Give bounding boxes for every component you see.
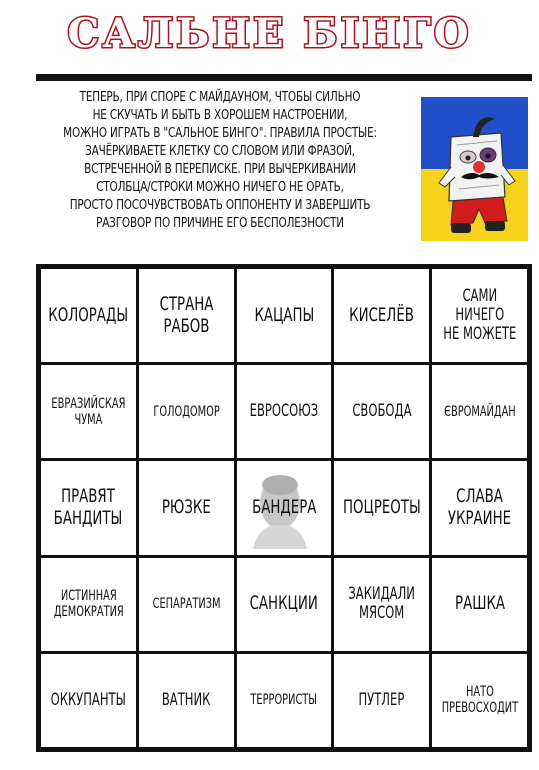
- bingo-cell-label: САНКЦИИ: [249, 592, 319, 615]
- bingo-cell[interactable]: [237, 558, 332, 651]
- title-divider: [36, 74, 532, 81]
- bingo-cell-label: НАТО ПРЕВОСХОДИТ: [441, 684, 518, 717]
- bingo-cell-label: ТЕРРОРИСТЫ: [250, 692, 318, 709]
- bingo-cell[interactable]: [334, 269, 429, 362]
- bingo-cell-label: КАЦАПЫ: [254, 303, 314, 326]
- bingo-cell-label: БАНДЕРА: [251, 496, 317, 519]
- bingo-cell-label: КИСЕЛЁВ: [349, 303, 415, 326]
- bingo-cell[interactable]: [237, 461, 332, 554]
- bingo-cell-label: СЕПАРАТИЗМ: [152, 596, 221, 613]
- bingo-cell-label: РЮЗКЕ: [161, 496, 211, 519]
- bingo-cell[interactable]: [41, 269, 136, 362]
- bingo-cell-label: ВАТНИК: [161, 689, 211, 709]
- bingo-cell-label: ЗАКИДАЛИ МЯСОМ: [348, 584, 416, 623]
- bingo-cell[interactable]: [139, 558, 234, 651]
- bingo-cell-label: ЕВРАЗИЙСКАЯ ЧУМА: [51, 395, 126, 428]
- bingo-cell[interactable]: [41, 365, 136, 458]
- bingo-cell[interactable]: [432, 269, 527, 362]
- bingo-cell-label: ПУТЛЕР: [358, 689, 405, 709]
- bingo-cell-label: КОЛОРАДЫ: [48, 303, 129, 326]
- bingo-cell[interactable]: [237, 365, 332, 458]
- bingo-cell[interactable]: [139, 654, 234, 747]
- bingo-cell[interactable]: [334, 654, 429, 747]
- bingo-cell[interactable]: [432, 365, 527, 458]
- bingo-grid: [36, 264, 532, 752]
- bingo-cell-label: СЛАВА УКРАИНЕ: [448, 485, 512, 529]
- bingo-cell-label: ЕВРОСОЮЗ: [249, 401, 319, 421]
- bingo-cell[interactable]: [334, 461, 429, 554]
- bingo-cell-label: ПРАВЯТ БАНДИТЫ: [54, 485, 123, 529]
- bingo-cell[interactable]: [432, 558, 527, 651]
- page-title: САЛЬНЕ БІНГО: [67, 10, 472, 57]
- bingo-cell-label: ОККУПАНТЫ: [50, 689, 127, 709]
- bingo-cell-label: СВОБОДА: [352, 401, 412, 421]
- bingo-cell-label: ГОЛОДОМОР: [152, 403, 220, 420]
- bingo-cell[interactable]: [237, 654, 332, 747]
- bingo-cell-label: ИСТИННАЯ ДЕМОКРАТИЯ: [53, 588, 124, 621]
- bingo-cell[interactable]: [139, 461, 234, 554]
- cossack-mascot-icon: [421, 97, 528, 241]
- bingo-cell-label: РАШКА: [454, 592, 505, 615]
- bingo-cell-label: ЄВРОМАЙДАН: [443, 403, 516, 420]
- bingo-cell[interactable]: [432, 654, 527, 747]
- intro-text: ТЕПЕРЬ, ПРИ СПОРЕ С МАЙДАУНОМ, ЧТОБЫ СИЛЬНО НЕ СКУЧАТЬ И БЫТЬ В ХОРОШЕМ НАСТРОЕНИИ, МОЖНО ИГРАТЬ В "САЛЬНОЕ БИНГО". ПРАВИЛА ПРОСТЫЕ: ЗАЧЁРКИВАЕТЕ КЛЕТКУ СО СЛОВОМ ИЛИ ФРАЗОЙ, ВСТРЕЧЕННОЙ В ПЕРЕПИСКЕ. ПРИ ВЫЧЕРКИВАНИИ СТОЛБЦА/СТРОКИ МОЖНО НИЧЕГО НЕ ОРАТЬ, ПРОСТО ПОСОЧУВСТВОВАТЬ ОППОНЕНТУ И ЗАВЕРШИТЬ РАЗГОВОР ПО ПРИЧИНЕ ЕГО БЕСПОЛЕЗНОСТИ: [63, 89, 377, 231]
- bingo-cell[interactable]: [334, 558, 429, 651]
- bingo-cell-label: СТРАНА РАБОВ: [159, 292, 214, 337]
- bingo-cell-label: ПОЦРЕОТЫ: [342, 496, 421, 519]
- bingo-cell[interactable]: [334, 365, 429, 458]
- bingo-cell[interactable]: [41, 558, 136, 651]
- bingo-cell[interactable]: [139, 269, 234, 362]
- bingo-cell[interactable]: [237, 269, 332, 362]
- bingo-cell[interactable]: [432, 461, 527, 554]
- bingo-cell[interactable]: [41, 461, 136, 554]
- bingo-cell-label: САМИ НИЧЕГО НЕ МОЖЕТЕ: [443, 286, 517, 344]
- bingo-cell[interactable]: [41, 654, 136, 747]
- bingo-cell[interactable]: [139, 365, 234, 458]
